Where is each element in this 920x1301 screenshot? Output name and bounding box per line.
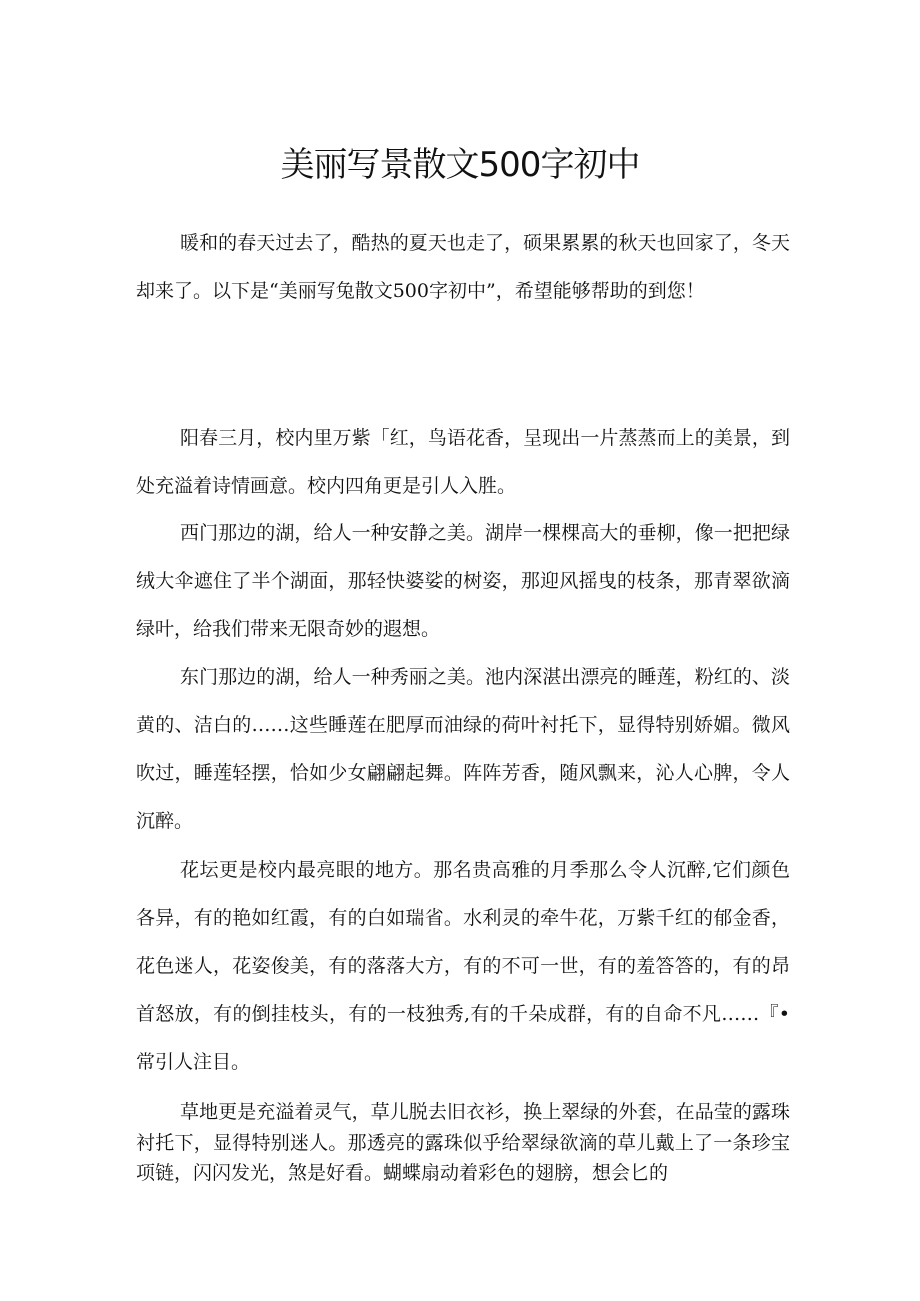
body-paragraph: 东门那边的湖，给人一种秀丽之美。池内深湛出漂亮的睡莲，粉红的、淡黄的、洁白的……这些睡莲在肥厚而油绿的荷叶衬托下，显得特别娇媚。微风吹过，睡莲轻摆，恰如少女翩翩起舞。阵阵芳香，随风飘来，沁人心脾，令人沉醉。 [136, 666, 790, 832]
body-paragraph: 阳春三月，校内里万紫「红，鸟语花香，呈现出一片蒸蒸而上的美景，到处充溢着诗情画意。校内四角更是引人入胜。 [136, 427, 790, 497]
page-title: 美丽写景散文500字初中 [280, 145, 640, 185]
body-paragraph: 草地更是充溢着灵气，草儿脱去旧衣衫，换上翠绿的外套，在品莹的露珠衬托下，显得特别迷人。那透亮的露珠似乎给翠绿欲滴的草儿戴上了一条珍宝项链，闪闪发光，煞是好看。蝴蝶扇动着彩色的翅膀，想会匕的 [136, 1101, 790, 1184]
body-paragraph: 花坛更是校内最亮眼的地方。那名贵高雅的月季那么令人沉醉,它们颜色各异，有的艳如红霞，有的白如瑞省。水利灵的牵牛花，万紫千红的郁金香，花色迷人，花姿俊美，有的落落大方，有的不可一世，有的羞答答的，有的昂首怒放，有的倒挂枝头，有的一枝独秀,有的千朵成群，有的自命不凡……『•常引人注目。 [136, 859, 790, 1073]
body-paragraph: 西门那边的湖，给人一种安静之美。湖岸一棵棵高大的垂柳，像一把把绿绒大伞遮住了半个湖面，那轻快婆娑的树姿，那迎风摇曳的枝条，那青翠欲滴绿叶，给我们带来无限奇妙的遐想。 [136, 522, 790, 640]
intro-paragraph: 暖和的春天过去了，酷热的夏天也走了，硕果累累的秋天也回家了，冬天却来了。以下是“美丽写兔散文500字初中”，希望能够帮助的到您！ [136, 232, 790, 302]
